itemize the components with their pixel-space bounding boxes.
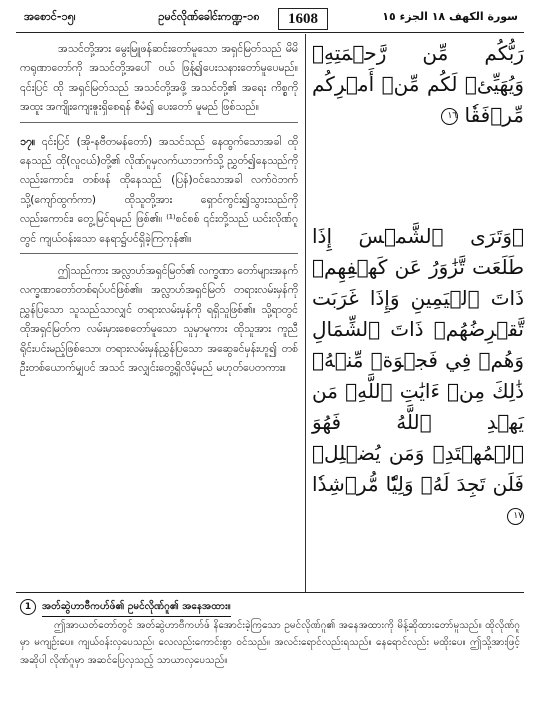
page-number: 1608 — [278, 8, 328, 30]
verse-number: ၁၇။ — [20, 135, 36, 148]
arabic-text: رَبُّكُم مِّن رَّحۡمَتِهِۦ وَيُهَيِّئۡ لَكُم مِّنۡ أَمۡرِكُم مِّرۡفَقٗا — [312, 41, 524, 127]
arabic-column — [312, 38, 524, 531]
paragraph-separator — [20, 122, 298, 123]
footnote — [20, 598, 520, 669]
ayah-end-marker: ١٧ — [507, 508, 524, 525]
arabic-verse-16 — [312, 38, 524, 131]
page-header — [16, 8, 524, 30]
header-rule — [16, 32, 524, 33]
ayah-end-marker: ١٦ — [441, 108, 458, 125]
footnote-rule — [16, 592, 524, 593]
footnote-body: ဤအာယတ်တော်တွင် အတ်ဆွဲဟာဗီကဟ်ဖ် နိအောင်းခဲ့ကြသော ဥမင်လိုဏ်ဂူ၏ အနေအထားကို မိန့်ဆိုထားတော်မူသည်။ ထိုလိုဏ်ဂူမှာ မကျဉ်းပေ။ ကျယ်ဝန်းလှပေသည်၊ လေလည်းကောင်းစွာ ဝင်သည်။ အလင်းရောင်လည်းရသည်။ နေရောင်လည်း မထိုးပေ။ ဤသို့အားဖြင့် အဆိုပါ လိုဏ်ဂူမှာ အဆင်ပြေလှသည့် သာယာလှပေသည်။ — [20, 619, 520, 666]
part-label: အစောင်-၁၅၊ — [24, 10, 76, 23]
footnote-heading — [20, 598, 520, 617]
arabic-verse-17 — [312, 221, 524, 531]
translation-column — [20, 40, 298, 379]
translation-paragraph-2 — [20, 133, 298, 249]
chapter-label: ဥမင်လိုဏ်ခေါင်းကဏ္ဍ-၁၈ — [158, 10, 260, 23]
translation-paragraph-1: အသင်တို့အား မွေးမြူဖန်ဆင်းတော်မူသော အရှင်မြတ်သည် မိမိကရုဏာတော်ကို အသင်တို့အပေါ် ဝယ် ဖြန့်၍ပေးသနားတော်မူပေမည်။ ၎င်းပြင် ထို အရှင်မြတ်သည် အသင်တို့အဖို့ အသင်တို့၏ အရေး ကိစ္စကို အထူး အကျိုးကျေးဇူးရှိစေရန် စီမံ၍ ပေးတော် မူမည် ဖြစ်သည်။ — [20, 43, 298, 114]
footnote-title: အတ်ဆွဲဟာဗီကဟ်ဖ်၏ ဥမင်လိုဏ်ဂူ၏ အနေအထား။ — [42, 598, 231, 617]
column-divider — [305, 34, 306, 592]
arabic-surah-label: سورة الكهف ١٨ الجزء ١٥ — [382, 10, 518, 23]
paragraph-separator — [20, 253, 298, 254]
translation-text: ၎င်းပြင် (အို-နဗီတမန်တော်) အသင်သည် နေထွက်သောအခါ ထိုနေသည် ထို(လူငယ်)တို့၏ လိုဏ်ဂူမှလက်ယာဘက်သို့ ညွှတ်၍နေသည်ကို လည်းကောင်း၊ တစ်ဖန် ထိုနေသည် (ပြန်)ဝင်သောအခါ လက်ဝဲဘက်သို့(ကျော်ထွက်ကာ) ထိုသူတို့အား ရှောင်ကွင်း၍သွားသည်ကိုလည်းကောင်း၊ တွေ့မြင်ရမည် ဖြစ်၏။ ⁽¹⁾စင်စစ် ၎င်းတို့သည် ယင်းလိုဏ်ဂူတွင် ကျယ်ဝန်းသော နေရာ၌ပင်ရှိခဲ့ကြကုန်၏။ — [20, 135, 299, 245]
footnote-number: 1 — [20, 599, 36, 615]
arabic-text: ۞وَتَرَى ٱلشَّمۡسَ إِذَا طَلَعَت تَّزَٰوَرُ عَن كَهۡفِهِمۡ ذَاتَ ٱلۡيَمِينِ وَإِذَا غَرَبَت تَّقۡرِضُهُمۡ ذَاتَ ٱلشِّمَالِ وَهُمۡ فِي فَجۡوَةٖ مِّنۡهُۚ ذَٰلِكَ مِنۡ ءَايَٰتِ ٱللَّهِۗ مَن يَهۡدِ ٱللَّهُ فَهُوَ ٱلۡمُهۡتَدِۖ وَمَن يُضۡلِلۡ فَلَن تَجِدَ لَهُۥ وَلِيّٗا مُّرۡشِدٗا — [312, 224, 524, 496]
translation-paragraph-3: ဤသည်ကား အလ္လာဟ်အရှင်မြတ်၏ လက္ခဏာ တော်များအနက် လက္ခဏာတော်တစ်ရပ်ပင်ဖြစ်၏။ အလ္လာဟ်အရှင်မြတ် တရားလမ်းမှန်ကို ညွှန်ပြသော သူသည်သာလျှင် တရားလမ်းမှန်ကို ရရှိသူဖြစ်၏။ သို့ရာတွင် ထိုအရှင်မြတ်က လမ်းမှားစေတော်မူသော သူမှာမူကား ထိုသူအား ကူညီရိုင်းပင်းမည့်ဖြစ်သော၊ တရားလမ်းမှန်ညွှန်ပြသော အဆွေခင်မှန်းဟူ၍ တစ်ဦးတစ်ယောက်မျှပင် အသင် အလျှင်းတွေ့ရှိလိမ့်မည် မဟုတ်ပေတကား။ — [20, 265, 298, 375]
